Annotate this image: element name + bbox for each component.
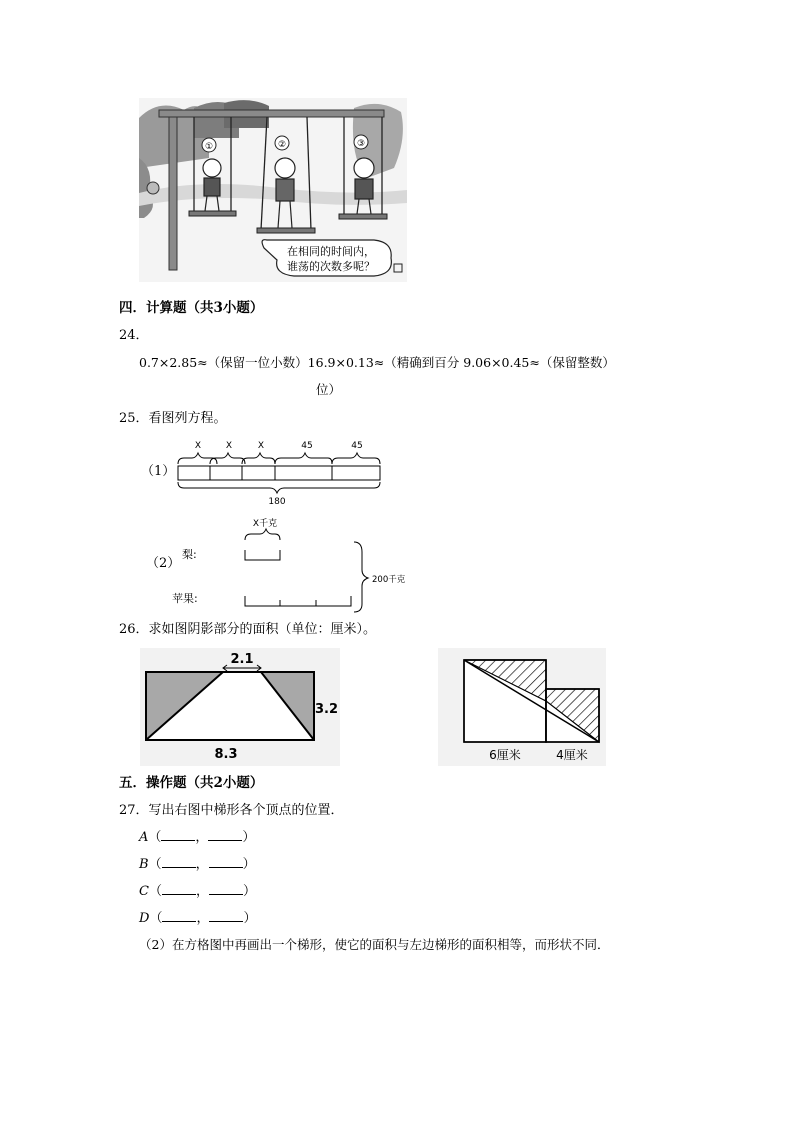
point-a-y-blank[interactable] xyxy=(208,828,242,841)
q27-part2: （2）在方格图中再画出一个梯形，使它的面积与左边梯形的面积相等，而形状不同． xyxy=(139,937,610,952)
q26-fig2-left: 6厘米 xyxy=(489,748,521,762)
q27-point-d: D（ ， ） xyxy=(139,911,257,926)
swing-label-1: ① xyxy=(204,142,214,152)
q26-fig1-top: 2.1 xyxy=(230,652,254,667)
section5-title: 五．操作题（共2小题） xyxy=(119,775,264,791)
q24-line1: 0.7×2.85≈（保留一位小数）16.9×0.13≈（精确到百分 9.06×0.45≈（保留整数） xyxy=(139,355,615,370)
point-b-label: B xyxy=(139,857,149,872)
swing-caption-line2: 谁荡的次数多呢？ xyxy=(287,260,375,273)
q25-seg-4: 45 xyxy=(301,441,313,451)
q25-part1-label: （1） xyxy=(141,464,176,479)
q25-part1-diagram xyxy=(170,434,392,506)
q26-fig1-side: 3.2 xyxy=(315,702,339,717)
point-d-x-blank[interactable] xyxy=(162,909,196,922)
point-b-y-blank[interactable] xyxy=(209,855,243,868)
section4-title: 四．计算题（共3小题） xyxy=(119,300,264,316)
q25-seg-1: X xyxy=(194,441,202,451)
q25-seg-5: 45 xyxy=(351,441,363,451)
swing-label-2: ② xyxy=(277,140,287,150)
q25-pear-label: 梨: xyxy=(182,548,197,561)
point-a-label: A xyxy=(139,830,149,845)
point-d-y-blank[interactable] xyxy=(209,909,243,922)
q26-fig2-right: 4厘米 xyxy=(556,748,588,762)
q27-point-b: B（ ， ） xyxy=(139,857,256,872)
point-d-label: D xyxy=(139,911,150,926)
q27-title: 27．写出右图中梯形各个顶点的位置． xyxy=(119,803,344,818)
point-c-y-blank[interactable] xyxy=(209,882,243,895)
q25-part2-diagram xyxy=(168,512,412,614)
q26-figure2 xyxy=(438,648,606,766)
q25-part2-label: （2） xyxy=(146,556,181,571)
swing-caption-line1: 在相同的时间内， xyxy=(287,245,375,258)
q25-total-weight: 200千克 xyxy=(372,575,406,585)
q27-point-a: A（ ， ） xyxy=(139,830,256,845)
point-a-x-blank[interactable] xyxy=(161,828,195,841)
q26-figure1 xyxy=(140,648,340,766)
q26-title: 26．求如图阴影部分的面积（单位：厘米）。 xyxy=(119,622,377,637)
swing-illustration xyxy=(139,98,407,282)
point-c-x-blank[interactable] xyxy=(162,882,196,895)
q25-total: 180 xyxy=(268,497,286,506)
q25-apple-label: 苹果: xyxy=(172,592,198,605)
q25-seg-3: X xyxy=(257,441,265,451)
q27-point-c: C（ ， ） xyxy=(139,884,256,899)
q25-title: 25．看图列方程。 xyxy=(119,411,227,426)
swing-label-3: ③ xyxy=(356,139,366,149)
q24-number: 24． xyxy=(119,328,149,343)
point-c-label: C xyxy=(139,884,149,899)
q24-line2: 位） xyxy=(316,382,342,397)
swing-picture xyxy=(139,98,407,282)
q26-fig1-bottom: 8.3 xyxy=(214,747,238,762)
q25-x-label: X千克 xyxy=(252,519,278,529)
point-b-x-blank[interactable] xyxy=(162,855,196,868)
q25-seg-2: X xyxy=(225,441,233,451)
